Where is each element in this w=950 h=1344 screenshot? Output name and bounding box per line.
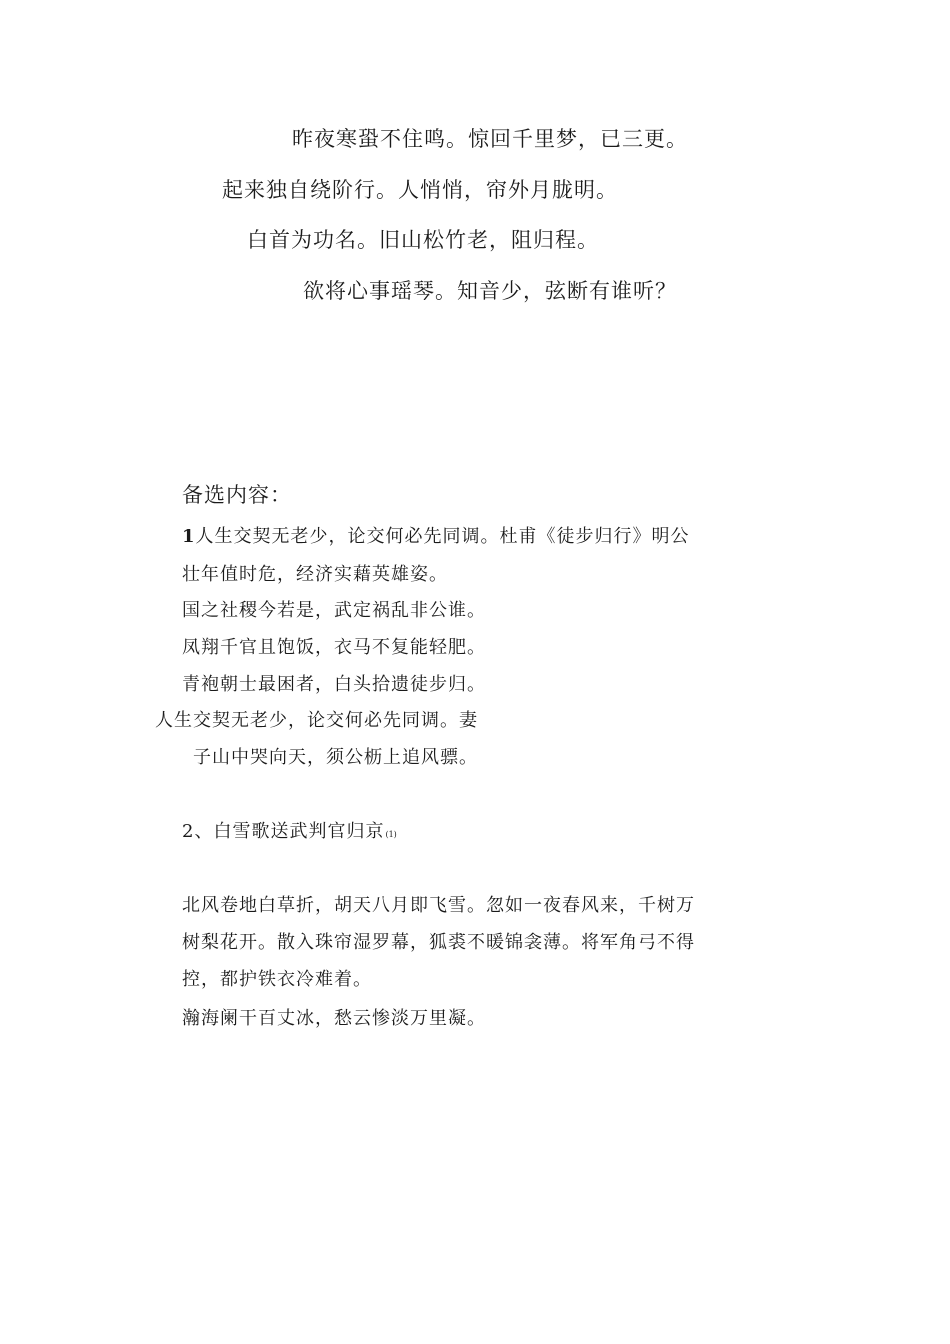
item-text: 人生交契无老少，论交何必先同调。杜甫《徒步归行》明公: [195, 526, 690, 547]
item2-line: 瀚海阑干百丈冰，愁云惨淡万里凝。: [182, 1008, 486, 1029]
item1-line: 人生交契无老少，论交何必先同调。妻: [155, 710, 478, 731]
item1-first-line: [182, 528, 690, 546]
item-number: 1: [182, 526, 196, 547]
item1-line: 壮年值时危，经济实藉英雄姿。: [182, 564, 448, 585]
item1-line: 凤翔千官且饱饭，衣马不复能轻肥。: [182, 637, 486, 658]
item2-title-line: [182, 823, 397, 841]
poem-line: 起来独自绕阶行。人悄悄，帘外月胧明。: [222, 178, 618, 202]
item1-line: 子山中哭向天，须公枥上追风骠。: [193, 747, 478, 768]
poem-line: 白首为功名。旧山松竹老，阻归程。: [247, 228, 599, 252]
item2-title: 2、白雪歌送武判官归京: [182, 821, 385, 842]
item1-line: 青袍朝士最困者，白头拾遗徒步归。: [182, 674, 486, 695]
poem-line: 昨夜寒蛩不住鸣。惊回千里梦，已三更。: [292, 127, 688, 151]
footnote-mark: (1): [385, 830, 397, 839]
item2-line: 控，都护铁衣冷难着。: [182, 969, 372, 990]
item1-line: 国之社稷今若是，武定祸乱非公谁。: [182, 600, 486, 621]
item2-line: 树梨花开。散入珠帘湿罗幕，狐裘不暖锦衾薄。将军角弓不得: [182, 932, 695, 953]
section-heading: 备选内容：: [182, 483, 292, 507]
poem-line: 欲将心事瑶琴。知音少，弦断有谁听？: [303, 279, 677, 303]
item2-line: 北风卷地白草折，胡天八月即飞雪。忽如一夜春风来，千树万: [182, 895, 695, 916]
